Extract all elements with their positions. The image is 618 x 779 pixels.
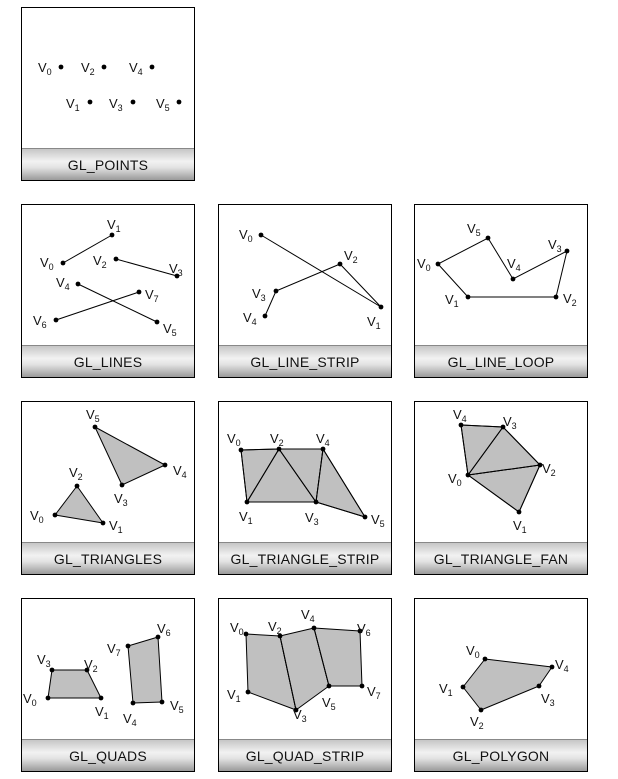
vertex-label: $V_1$ [445,292,459,309]
vertex-label: $V_0$ [227,431,241,448]
vertex-dot [114,257,119,262]
filled-primitive [55,486,103,523]
vertex-dot [360,684,365,689]
vertex-dot [88,100,93,105]
vertex-label: $V_5$ [322,695,336,712]
vertex-label: $V_0$ [417,256,431,273]
vertex-dot [466,473,471,478]
vertex-label: $V_0$ [38,60,52,77]
vertex-dot [75,484,80,489]
vertex-label: $V_3$ [114,491,128,508]
vertex-dot [245,500,250,505]
vertex-label: $V_6$ [157,621,171,638]
vertex-label: $V_2$ [563,291,577,308]
vertex-label: $V_0$ [23,691,37,708]
vertex-label: $V_5$ [163,321,177,338]
vertex-label: $V_1$ [367,314,381,331]
diagram-gl-triangle-fan [415,402,587,544]
panel-gl-line-loop [414,204,588,378]
caption-gl-quads: GL_QUADS [22,739,194,771]
vertex-label: $V_2$ [81,60,95,77]
filled-primitive [128,637,162,703]
diagram-gl-lines [22,205,194,347]
vertex-label: $V_5$ [467,221,481,238]
vertex-dot [537,684,542,689]
vertex-label: $V_1$ [439,681,453,698]
vertex-label: $V_0$ [448,471,462,488]
vertex-label: $V_4$ [453,407,467,424]
vertex-dot [101,521,106,526]
vertex-label: $V_4$ [243,310,257,327]
vertex-dot [150,65,155,70]
vertex-dot [263,314,268,319]
vertex-label: $V_4$ [129,60,143,77]
vertex-dot [486,236,491,241]
vertex-label: $V_4$ [173,463,187,480]
vertex-label: $V_6$ [33,313,47,330]
caption-gl-quad-strip: GL_QUAD_STRIP [219,739,391,771]
panel-gl-line-strip [218,204,392,378]
vertex-label: $V_3$ [37,652,51,669]
vertex-dot [554,295,559,300]
vertex-dot [110,233,115,238]
diagram-gl-points [22,8,194,150]
vertex-label: $V_3$ [109,96,123,113]
vertex-dot [160,700,165,705]
vertex-label: $V_1$ [239,509,253,526]
diagram-gl-triangle-strip [219,402,391,544]
vertex-label: $V_1$ [513,518,527,535]
vertex-dot [93,425,98,430]
vertex-dot [131,701,136,706]
panel-gl-triangle-strip [218,401,392,575]
vertex-label: $V_5$ [86,407,100,424]
vertex-label: $V_0$ [239,227,253,244]
vertex-dot [126,644,131,649]
vertex-label: $V_0$ [30,508,44,525]
vertex-dot [120,483,125,488]
filled-primitive [95,427,165,485]
vertex-dot [244,632,249,637]
vertex-label: $V_4$ [555,657,569,674]
edge-line [63,235,112,263]
vertex-dot [137,290,142,295]
vertex-dot [511,277,516,282]
vertex-label: $V_3$ [293,707,307,724]
vertex-label: $V_7$ [367,684,381,701]
vertex-dot [177,100,182,105]
vertex-label: $V_2$ [542,461,556,478]
caption-gl-triangle-fan: GL_TRIANGLE_FAN [415,542,587,574]
vertex-dot [461,685,466,690]
diagram-gl-quads [22,599,194,741]
vertex-label: $V_2$ [270,431,284,448]
caption-gl-lines: GL_LINES [22,345,194,377]
vertex-label: $V_1$ [95,704,109,721]
vertex-label: $V_3$ [305,510,319,527]
caption-gl-polygon: GL_POLYGON [415,739,587,771]
filled-primitive [316,449,365,517]
vertex-dot [479,708,484,713]
panel-gl-points [21,7,195,181]
vertex-dot [363,515,368,520]
vertex-dot [274,289,279,294]
vertex-dot [483,657,488,662]
vertex-dot [76,282,81,287]
vertex-dot [565,249,570,254]
vertex-label: $V_2$ [84,657,98,674]
caption-gl-line-strip: GL_LINE_STRIP [219,345,391,377]
vertex-label: $V_2$ [93,253,107,270]
caption-gl-line-loop: GL_LINE_LOOP [415,345,587,377]
vertex-dot [517,510,522,515]
vertex-label: $V_7$ [145,287,159,304]
filled-primitive [48,670,101,698]
vertex-label: $V_4$ [507,256,521,273]
vertex-label: $V_2$ [470,714,484,731]
panel-gl-lines [21,204,195,378]
diagram-gl-triangles [22,402,194,544]
vertex-dot [155,320,160,325]
vertex-dot [312,626,317,631]
vertex-dot [46,696,51,701]
vertex-label: $V_3$ [548,237,562,254]
vertex-label: $V_4$ [301,607,315,624]
vertex-dot [99,696,104,701]
vertex-label: $V_5$ [371,512,385,529]
panel-gl-quads [21,598,195,772]
vertex-dot [102,65,107,70]
vertex-label: $V_5$ [156,96,170,113]
vertex-dot [246,690,251,695]
vertex-label: $V_5$ [170,698,184,715]
vertex-dot [163,463,168,468]
caption-gl-points: GL_POINTS [22,148,194,180]
vertex-dot [327,684,332,689]
vertex-label: $V_3$ [503,414,517,431]
vertex-label: $V_3$ [169,261,183,278]
vertex-label: $V_4$ [123,711,137,728]
vertex-label: $V_0$ [230,620,244,637]
caption-gl-triangle-strip: GL_TRIANGLE_STRIP [219,542,391,574]
vertex-dot [59,65,64,70]
vertex-label: $V_2$ [268,619,282,636]
vertex-label: $V_1$ [227,687,241,704]
edge-path [261,235,381,316]
edge-line [116,259,177,276]
vertex-dot [550,665,555,670]
diagram-gl-polygon [415,599,587,741]
edge-line [56,292,139,320]
vertex-label: $V_1$ [109,518,123,535]
panel-gl-quad-strip [218,598,392,772]
vertex-dot [338,262,343,267]
vertex-label: $V_1$ [107,217,121,234]
vertex-dot [61,261,66,266]
diagram-gl-line-strip [219,205,391,347]
vertex-label: $V_3$ [252,286,266,303]
vertex-dot [131,100,136,105]
vertex-dot [54,318,59,323]
vertex-dot [379,305,384,310]
vertex-label: $V_6$ [357,621,371,638]
vertex-label: $V_2$ [344,248,358,265]
diagram-gl-line-loop [415,205,587,347]
panel-gl-triangle-fan [414,401,588,575]
panel-gl-polygon [414,598,588,772]
vertex-label: $V_0$ [466,643,480,660]
panel-gl-triangles [21,401,195,575]
vertex-dot [436,262,441,267]
vertex-label: $V_4$ [316,431,330,448]
vertex-dot [466,295,471,300]
caption-gl-triangles: GL_TRIANGLES [22,542,194,574]
vertex-dot [314,500,319,505]
vertex-dot [239,448,244,453]
vertex-label: $V_4$ [56,275,70,292]
vertex-label: $V_1$ [66,96,80,113]
vertex-label: $V_2$ [69,465,83,482]
vertex-label: $V_0$ [40,255,54,272]
diagram-gl-quad-strip [219,599,391,741]
vertex-label: $V_3$ [541,691,555,708]
vertex-label: $V_7$ [107,641,121,658]
vertex-dot [53,513,58,518]
vertex-dot [259,233,264,238]
